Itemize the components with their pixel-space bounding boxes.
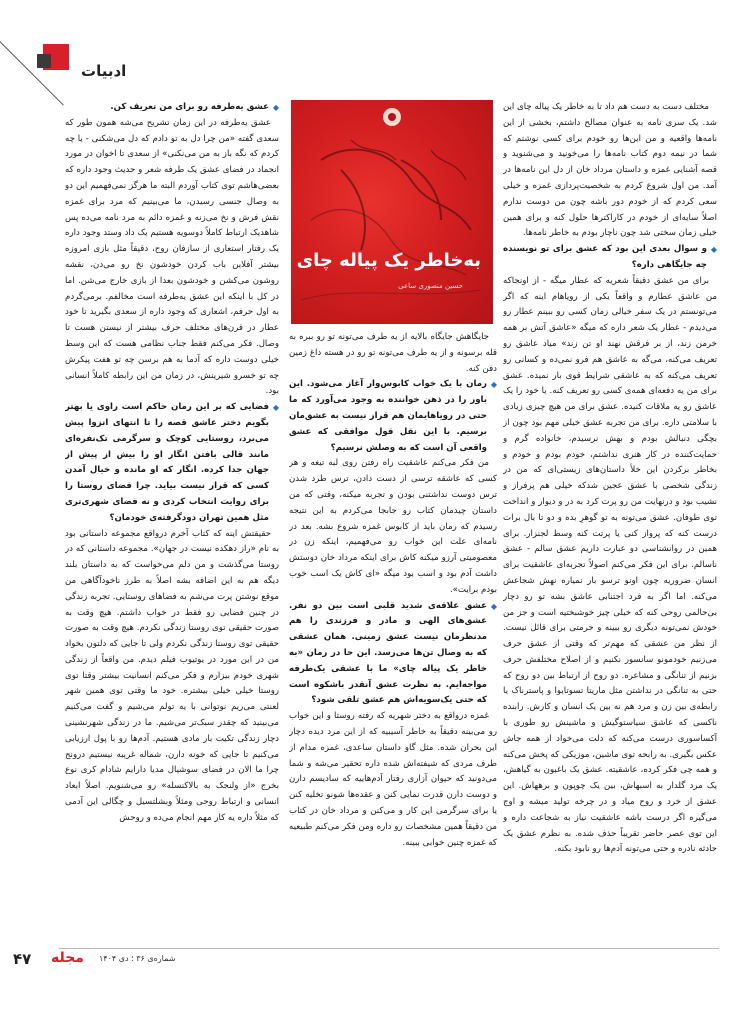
interview-answer: غمزه درواقع به دختر شهریه که رفته روستا و این خواب رو می‌بینه دقیقاً به خاطر آسیبیه که از این مرد دیده دچار این بحران شده. مثل گاو داستان ساعدی، غمزه مدام از طرف مردی که شیفته‌اش شده داره تحقیر می‌شه و شما می‌دونید که حیوان آزاری رفتار آدم‌هاییه که سادیسم دارن و دوست دارن قدرت نمایی کنن و عقده‌ها شونو تخلیه کنن یا برای سرگرمی این کار و می‌کنن و مرداد خان در کتاب من دقیقاً همین مشخصات رو داره ومن فکر می‌کنم طبیعیه که غمزه چنین خوابی ببینه. [290,711,498,848]
interview-question: ◆ عشق یه‌طرفه رو برای من تعریف کن. [66,100,280,116]
article-column-left [66,100,280,930]
interview-answer: جایگاهش جایگاه بالایه از یه طرف می‌تونه تو رو ببره به قله برسونه و از یه طرف می‌تونه تو رو در هسته داغ زمین دفن کنه. [290,332,498,374]
interview-answer: برای من عشق دقیقاً شعریه که عطار میگه - از اونجاکه من عاشق عطارم و واقعاً یکی از رویاهام اینه که اگر می‌تونستم در یک سفر خیالی زمان کسی رو ببینم عطار رو می‌دیدم - عطار یک شعر داره که میگه «عاشق آتش بر همه خرمن زند، از بر فرقش نهند او تن زند» میاد عاشق رو تعریف می‌کنه، می‌گه به عاشق هم فرو نمی‌ده و کسانی رو تعریف می‌کنه که به عاشقی شرایط قوی بار نمیده. عشق برای من یه دفعه‌ای همه‌ی کسی رو تعریف کنه. یا خود را یک عاشق رو یه ملاقات کنیده. عشق برای من هیچ چیزی زیادی با سلامتی داره. برای من تجربه عشق خیلی مهم بود چون از بچگی دنبالش بودم و بهش نرسیدم، خانواده گرم و حمایت‌کننده در کار هنری نداشتم، خودم بودم و خودم و بخاطر برکردن این خلأ داستان‌های زیستی‌ای که من در زندگی شخصی با عشق عجین شدکه خیلی هم پرفراز و نشیب بود و درنهایت من رو پرت کرد به در و دیوار و انداخت توی طوفان. عشق می‌تونه به تو گوهرِ بده و دو تا بال برات درست کنه که پرواز کنی یا پرتت کنه وسط لجنزار. برای همین در روانشناسی دو عبارت داریم عشق سالم - عشق ناسالم. برای این فکر می‌کنم اصولاً تجربه‌ای عاشقیت برای انسان ضروریه چون اونو ترسو بار نمیاره نهش شجاعش می‌کنه. اما اگر به فرد اجتنابی عاشق بشه تو رو دچار بی‌حالمی روحی کنه که خیلی چیز خوشبختیه است و جز من خودش نمی‌تونه دیگری رو ببینه و حرمتی برای قائل نیست. از نظر من عشقی که مهم‌تر که وقتی از عشق حرف می‌زنیم خودمونو سانسور نکنیم و از اصلاح مختلفش حرف بزنیم از تنانگی و مشاعره. دو روح از ارتباط بین دو روح که حتی به تنانگی در نداشتن مثل ماریتا تسوتایوا و پاسترناک یا رابطه‌ی بین زن و مرد هم نه بین یک انسان و کارش. رابنده ناکسی که عاشق سیاستوگیش و ماشینش رو طوری با آکساسوری درست می‌کنه که دلت می‌خواد از همه جاش عکس بگیری. به رابحه توی ماشین، موزیکی که پخش می‌کنه و همه چی فکر کرده، عاشقیته. عشق یک باغبون به گیاهش، یک مرد گلدار به اسبهاش، بین یک چوپون و برههاش. این عشق از خرد و روح میاد و در چرخه تولید میشه و اوج می‌گیره اگر درست باشه عاشقیت نیاز به شجاعت داره و این توی عصر حاضر تقریباً حذف شده. به نظرم عشق یک حادثه نادره و حتی می‌تونه آدم‌ها رو نابود بکنه. [504,275,718,855]
section-title: ادبیات [82,62,128,80]
magazine-logo: مجله [52,950,85,966]
footer-divider [60,948,720,949]
horse-illustration [292,100,494,324]
interview-answer: من فکر می‌کنم عاشقیت راه رفتن روی لبه تیغه و هر کسی که عاشقه ترسی از دست دادن، ترس طرد شدن ترس دوست نداشتنی بودن و تجربه میکنه، وقتی که من داستان چیدمان کتاب رو جابجا می‌کردم به این نتیجه رسیدم که رمان باید از کابوس غمزه شروع بشه. بعد در نامه‌ای علت این خواب رو می‌فهمیم، اینکه زن در معصومیتی آرزو میکنه کاش برای اینکه مرداد خان دوستش داشت آدم بود و اسب بود میگه «ای کاش یک اسب خوب بودم برایت». [290,458,498,595]
interview-answer: مختلف دست به دست هم داد تا به خاطر یک پیاله چای این شد. یک سری نامه به عنوان مصالح داشتم، بخشی از این نامه‌ها واقعیه و من این‌ها رو خودم برای کسی نوشتم که شما در نیمه دوم کتاب نامه‌ها را می‌خونید و می‌شنوید و قصه آشنایی غمزه و داستان مرداد خان از دل این نامه‌ها در آمد. من اول شروع کردم به شخصیت‌پردازی غمزه و خیلی سعی کردم که از خودم دور باشه چون من دوست ندارم اصلاً سایه‌ای از خودم در کاراکتر‌ها حلول کنه و برای همین خیلی زمان سختی شد چون ناچار بودم به خاطر نامه‌ها. [504,102,718,239]
article-column-right [504,100,718,930]
issue-info: شماره‌ی ۳۶ ؛ دی ۱۴۰۴ [100,954,177,963]
interview-answer: حقیقتش اینه که کتاب آخرم درواقع مجموعه داستانی بود به نام «راز دهکده نیست در جهان». مجموعه داستانی که در روستا می‌گذشت و من دلم می‌خواست که به داستان بلند دیگه هم به این اضافه بشه اصلاً به طرز ناخودآگاهی من موقع نوشتن پرت می‌شم به فضاهای روستایی. تجربه زندگی در چنین فضایی رو فقط در خواب داشتم. هیچ وقت به صورت حقیقی توی روستا زندگی نکردم. هیچ وقت به صورت حقیقی توی روستا زندگی نکردم ولی تا جایی که دلتون بخواد من در این مورد در یوتیوب فیلم دیدم. من واقعاً از زندگی شهری خودم بیزارم و فکر می‌کنم انسانیت بیشتر وقتا توی روستا خیلی خیلی بیشتره. خود ما وقتی توی همین شهر لعنتی می‌ریم نوتوانی با یه تولم می‌شیم و گفت می‌کنیم می‌بینید که چقدر سبک‌تر می‌شیم. ما در زندگی شهرنشینی دچار زندگی تکیت بار مادی هستیم. آدم‌ها رو با پول ارزیابی می‌کنیم تا جایی که خونه دارن، شماله غریبه نیستیم درونج چرا ما الان در فضای سوشیال مدیا دارایم شادام کری نوع بخرج «از ولنجک به بالاکنسله» رو می‌شنویم. اصلاً ابعاد انسانی و ارتباط روحی ومثلاً وبشلتسیل و چگالی این آدمی که مثلاً داره یه کار مهم انجام می‌ده و روحش [66,528,280,823]
page-number: ۴۷ [14,950,33,968]
book-author: حسین منصوری ساعی [399,282,464,290]
interview-question: ◆ رمان با یک خواب کابوس‌وار آغاز می‌شود. این باور را در ذهن خواننده به وجود می‌آورد که ما حتی در رویاهایمان هم قرار نیست به عشق‌مان برسیم. با این نقل قول موافقی که عشق واقعی آن است که به وصلش نرسیم؟ [290,377,498,456]
interview-answer: عشق یه‌طرفه در این زمان تشریح می‌شه همون طور که سعدی گفته «من چرا دل به تو دادم که دل می‌شکنی - یا چه کردم که نگه باز به من می‌نکنی» از سعدی تا اخوان در مورد انجماد در فضای عشق یک طرفه شعر و حدیث وجود داره که بعضی‌هاشم توی کتاب آوردم البته ما هرگز نمی‌فهمیم این دو به وصال جنسی رسیدن، ما می‌بینیم که مرد برای غمزه نقش فرش و نخ می‌زنه و غمزه دائم به مرد نامه می‌ده پس شاهدیک ارتباط کاملاً دوسویه هستیم یک داد وستد وجود داره یک رفتار استعاری از سازفان روح، دقیقاً مثل بازی امروزه بیشتر آفلاین باب کردن خودشون نخ رو می‌دن، نقشه روشون می‌کشن و خودشون بعدا از بازی خارج می‌شن. اما در کل با اینکه این عشق یه‌طرفه است مخالفم. برمی‌گردم به اول حرفم، اشعاری که وجود داره از سعدی بگیرید تا خود عطار در قرن‌های مختلف حرف بیشتر از نیستن هست تا وصال. فکر می‌کنم فقط جناب نظامی هست که این وسط خیلی دوست داره که آدما به هم برسن چه تو هفت پیکرش چه تو خسرو شیرینش، در زمان من این رابطه کاملاً انسانی بود. [66,117,280,397]
article-column-middle [290,330,498,930]
interview-question: ◆ عشق علاقه‌ی شدید قلبی است بین دو نفر. عشق‌های الهی و مادر و فرزندی را هم مدنظرمان نیست‌ عشق زمینی. همان عشقی که به وصال تن‌ها می‌رسد. این حا در رمان «به خاطر یک پیاله چای» ما با عشقی یک‌طرفه مواجه‌ایم. به نظرت عشق آنقدر باشکوه است که حتی یک‌سویه‌اش هم عشق تلقی شود؟ [290,599,498,710]
section-marker-icon [44,44,70,70]
interview-question: ◆ فضایی که بر این رمان حاکم است راوی یا بهتر بگویم دختر عاشق قصه را تا انتهای انزوا پیش می‌برد، روستایی کوچک و سرگرمی تک‌نفره‌ای مانند قالی بافتن انگار او را بیش از پیش از جهان جدا کرده. انگار که او مانده و خیال آمدن کسی که قرار نیست بیاید. چرا فضای روستا را برای روایت انتخاب کردی و نه فضای شهری‌تری مثل همین تهران دودگرفته‌ی خودمان؟ [66,400,280,526]
book-title: به‌خاطر یک پیاله چای [297,250,482,271]
book-cover-image [292,100,494,324]
interview-question: ◆ و سوال بعدی این بود که عشق برای تو نویسنده چه جایگاهی داره؟ [504,242,718,274]
